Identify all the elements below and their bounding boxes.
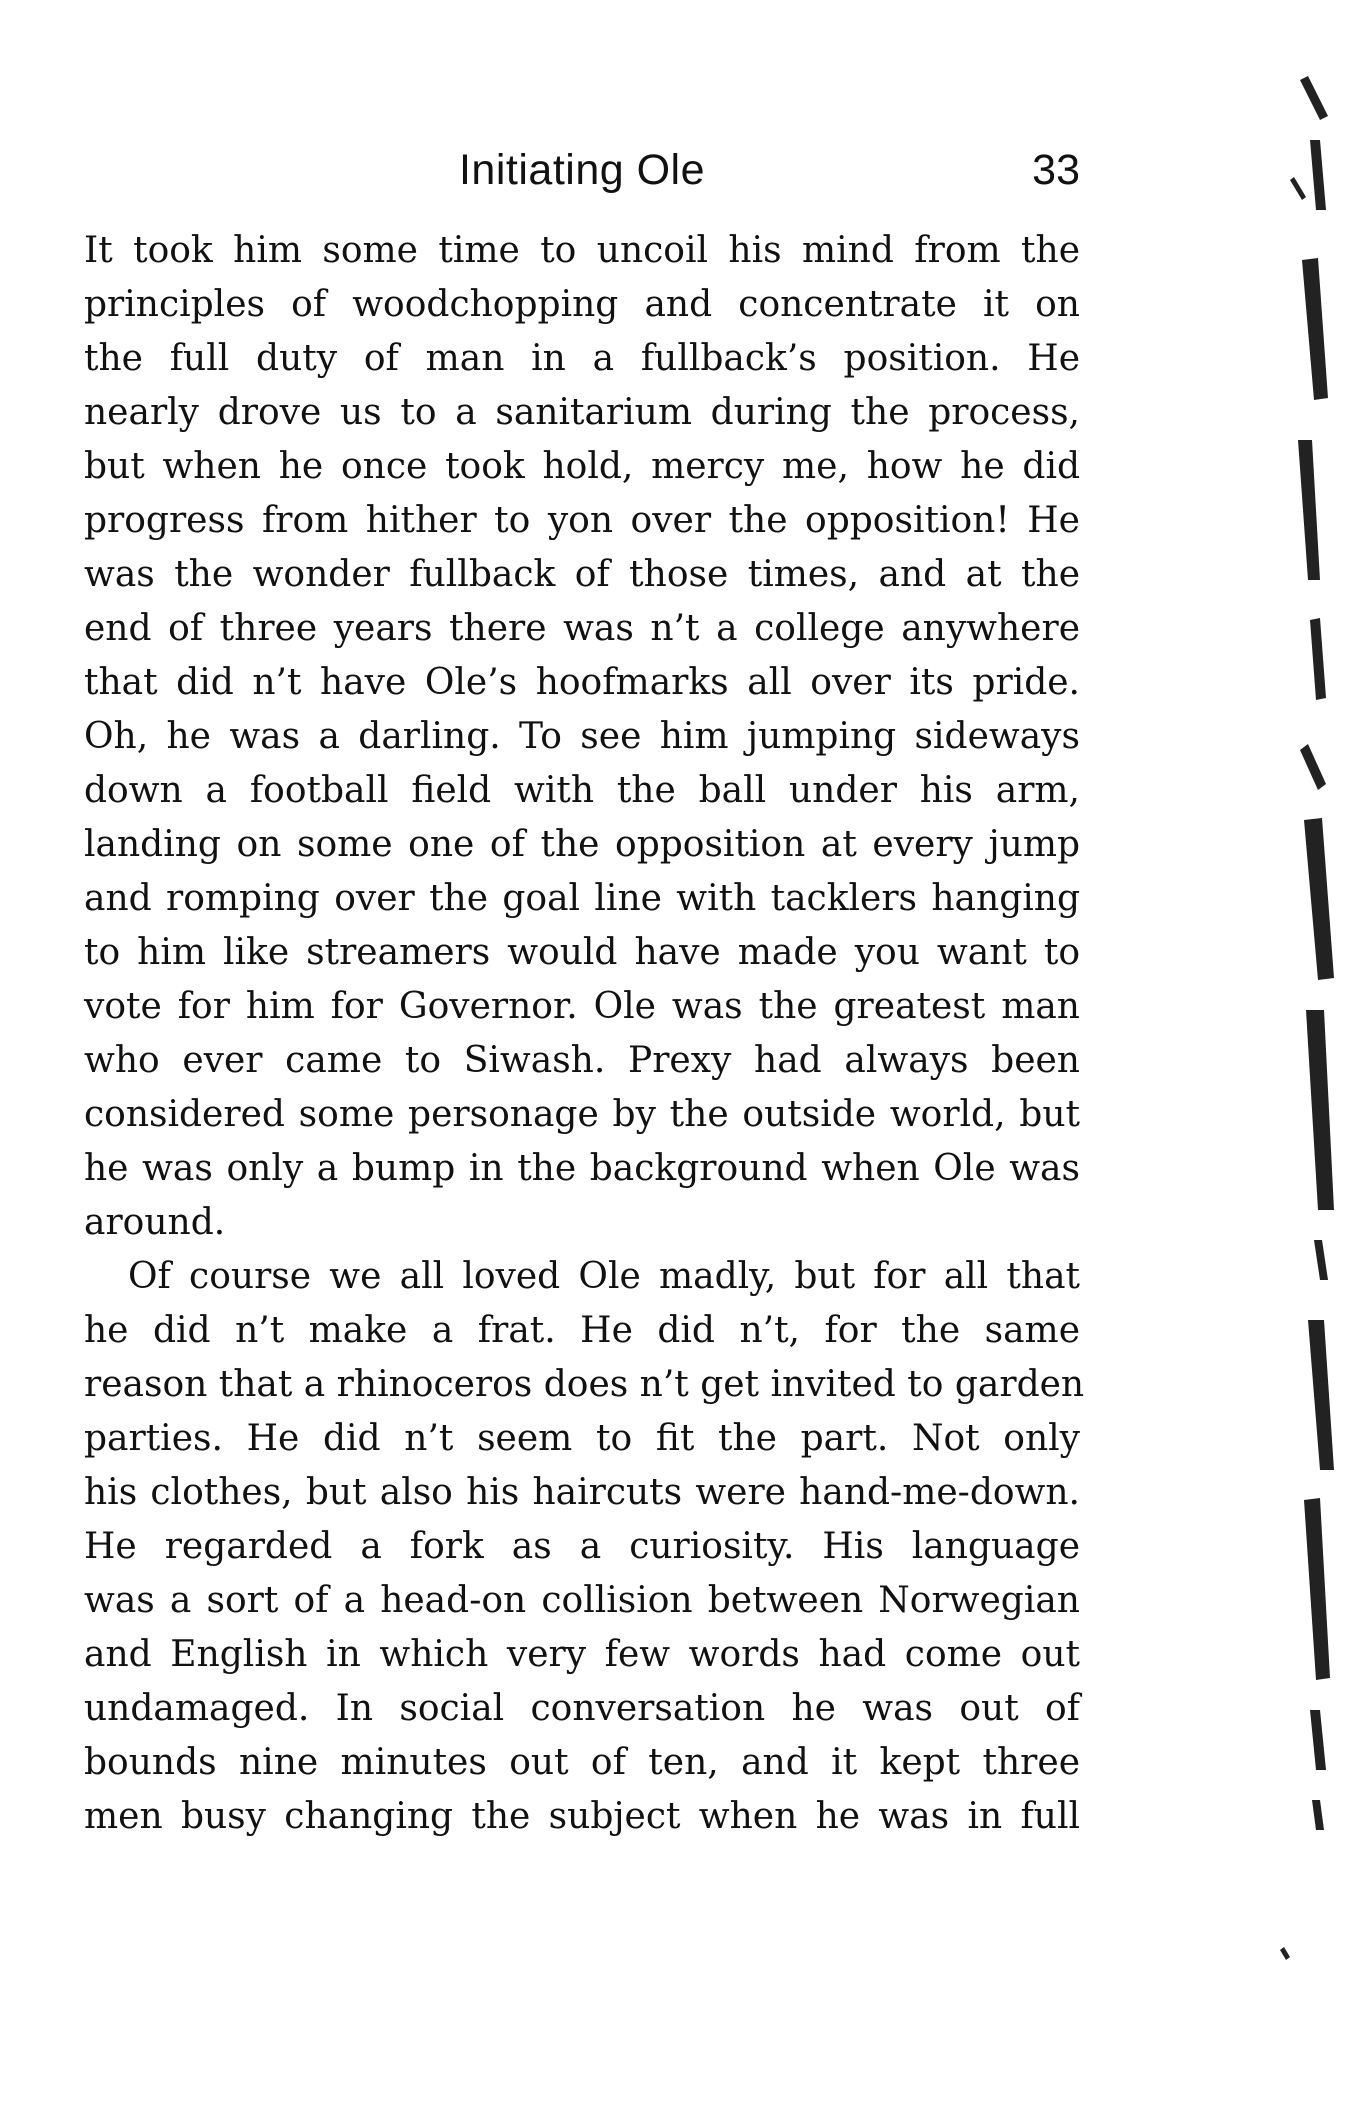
text-line: down a football field with the ball under his arm,: [84, 770, 1080, 811]
text-line: progress from hither to yon over the opposition! He: [84, 500, 1080, 541]
text-line: around.: [84, 1202, 226, 1243]
text-line: considered some personage by the outside world, but: [84, 1094, 1080, 1135]
running-head: [84, 140, 1080, 200]
body-text: [84, 224, 1085, 1844]
text-line: and romping over the goal line with tacklers hanging: [84, 878, 1080, 919]
text-line: bounds nine minutes out of ten, and it kept three: [84, 1742, 1080, 1783]
text-line: parties. He did n’t seem to fit the part. Not only: [84, 1418, 1080, 1459]
text-line: Oh, he was a darling. To see him jumping sideways: [84, 716, 1080, 757]
paragraph-2: [84, 1250, 1085, 1844]
page-number: 33: [1032, 146, 1080, 194]
text-line: end of three years there was n’t a college anywhere: [84, 608, 1080, 649]
text-line: and English in which very few words had come out: [84, 1634, 1080, 1675]
text-line: Of course we all loved Ole madly, but for all that: [128, 1256, 1080, 1297]
text-line: was a sort of a head-on collision between Norwegian: [84, 1580, 1080, 1621]
text-line: He regarded a fork as a curiosity. His language: [84, 1526, 1080, 1567]
text-line: he did n’t make a frat. He did n’t, for the same: [84, 1310, 1080, 1351]
text-line: principles of woodchopping and concentrate it on: [84, 284, 1080, 325]
text-line: It took him some time to uncoil his mind from the: [84, 230, 1080, 271]
text-line: was the wonder fullback of those times, and at the: [84, 554, 1080, 595]
text-line: men busy changing the subject when he was in full: [84, 1796, 1080, 1837]
chapter-title: Initiating Ole: [458, 146, 706, 194]
text-line: to him like streamers would have made you want to: [84, 932, 1080, 973]
text-line: that did n’t have Ole’s hoofmarks all over its pride.: [84, 662, 1080, 703]
scanned-page-edge: [1270, 60, 1360, 2060]
text-line: his clothes, but also his haircuts were hand-me-down.: [84, 1472, 1080, 1513]
text-line: landing on some one of the opposition at every jump: [84, 824, 1080, 865]
paragraph-1: [84, 224, 1080, 1250]
text-line: who ever came to Siwash. Prexy had always been: [84, 1040, 1080, 1081]
text-line: vote for him for Governor. Ole was the greatest man: [84, 986, 1080, 1027]
text-line: undamaged. In social conversation he was out of: [84, 1688, 1080, 1729]
text-line: but when he once took hold, mercy me, how he did: [84, 446, 1080, 487]
text-line: the full duty of man in a fullback’s position. He: [84, 338, 1080, 379]
text-line: nearly drove us to a sanitarium during the process,: [84, 392, 1080, 433]
text-line: he was only a bump in the background when Ole was: [84, 1148, 1080, 1189]
text-line: reason that a rhinoceros does n’t get invited to garden: [84, 1364, 1085, 1405]
